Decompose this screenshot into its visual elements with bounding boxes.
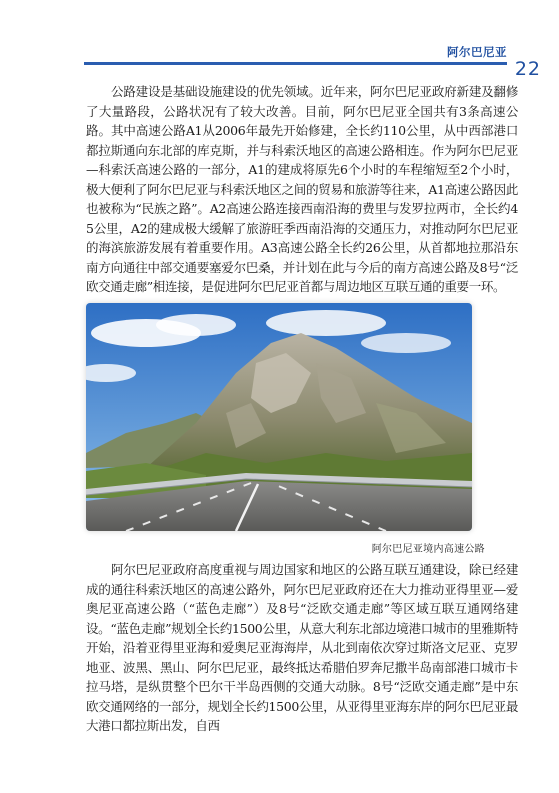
highway-photo (86, 303, 472, 531)
body-paragraph-2: 阿尔巴尼亚政府高度重视与周边国家和地区的公路互联互通建设，除已经建成的通往科索沃地区的高速公路外，阿尔巴尼亚政府还在大力推动亚得里亚—爱奥尼亚高速公路（“蓝色走廊”）及8号“泛欧交通走廊”等区域互联互通网络建设。“蓝色走廊”规划全长约1500公里，从意大利东北部边境港口城市的里雅斯特开始，沿着亚得里亚海和爱奥尼亚海海岸，从北到南依次穿过斯洛文尼亚、克罗地亚、波黑、黑山、阿尔巴尼亚，最终抵达希腊伯罗奔尼撒半岛南部港口城市卡拉马塔，是纵贯整个巴尔干半岛西侧的交通大动脉。8号“泛欧交通走廊”是中东欧交通网络的一部分，规划全长约1500公里，从亚得里亚海东岸的阿尔巴尼亚最大港口都拉斯出发，自西 (86, 562, 518, 733)
page-number: 22 (514, 58, 541, 80)
header-section-title: 阿尔巴尼亚 (447, 45, 507, 59)
photo-caption: 阿尔巴尼亚境内高速公路 (371, 544, 485, 555)
body-paragraph-1: 公路建设是基础设施建设的优先领域。近年来，阿尔巴尼亚政府新建及翻修了大量路段，公路状况有了较大改善。目前，阿尔巴尼亚全国共有3条高速公路。其中高速公路A1从2006年最先开始修建，全长约110公里，从中西部港口都拉斯通向东北部的库克斯，并与科索沃地区的高速公路相连。作为阿尔巴尼亚—科索沃高速公路的一部分，A1的建成将原先6个小时的车程缩短至2个小时，极大便利了阿尔巴尼亚与科索沃地区之间的贸易和旅游等往来，A1高速公路因此也被称为“民族之路”。A2高速公路连接西南沿海的费里与发罗拉两市，全长约45公里，A2的建成极大缓解了旅游旺季西南沿海的交通压力，对推动阿尔巴尼亚的海滨旅游发展有着重要作用。A3高速公路全长约26公里，从首都地拉那沿东南方向通往中部交通要塞爱尔巴桑，并计划在此与今后的南方高速公路及8号“泛欧交通走廊”相连接，是促进阿尔巴尼亚首都与周边地区互联互通的重要一环。 (86, 84, 518, 294)
header-rule (84, 62, 507, 65)
